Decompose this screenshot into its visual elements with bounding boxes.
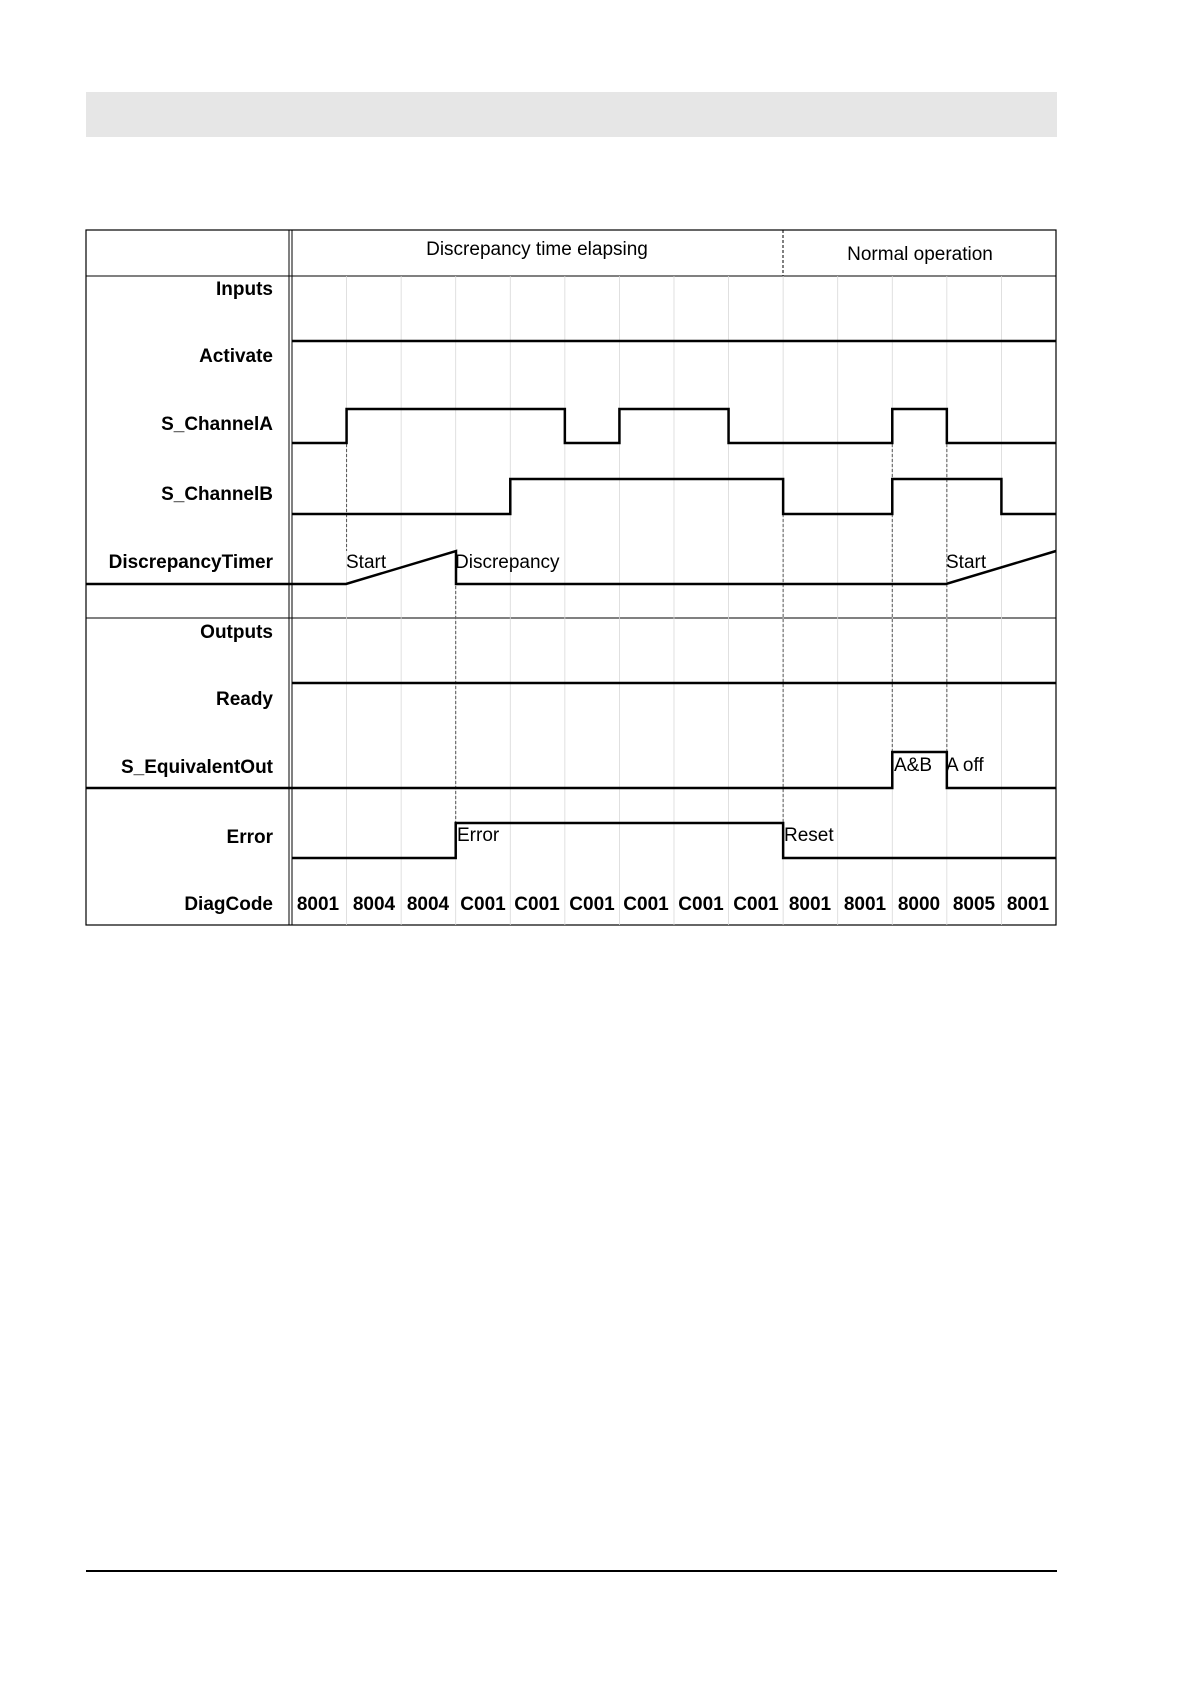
diag-code-cell: C001 [733,894,779,915]
event-markers [347,409,947,858]
diag-code-cell: 8000 [897,894,941,915]
diag-code-cell: C001 [514,894,560,915]
equivalent-off-annotation: A off [946,755,984,776]
signal-label-diag-code: DiagCode [184,894,273,915]
timer-discrepancy-annotation: Discrepancy [455,552,560,573]
timer-start-annotation: Start [346,552,387,573]
signal-label-channel-b: S_ChannelB [161,484,273,505]
equivalent-on-annotation: A&B [894,755,933,776]
diag-code-cell: 8001 [788,894,832,915]
diag-code-cell: C001 [460,894,506,915]
diagram-frame [86,230,1056,925]
section-label-outputs: Outputs [200,622,273,643]
error-set-annotation: Error [457,825,500,846]
signal-label-equivalent-out: S_EquivalentOut [120,757,273,778]
diag-code-cell: 8005 [952,894,996,915]
diag-code-cell: C001 [678,894,724,915]
page-footer-rule [86,1570,1057,1572]
diag-code-cell: 8001 [1006,894,1050,915]
grid-lines [347,276,1002,925]
signal-label-discrepancy-timer: DiscrepancyTimer [108,552,273,573]
phase-label-discrepancy: Discrepancy time elapsing [426,239,648,260]
section-label-inputs: Inputs [216,279,273,300]
phase-label-normal: Normal operation [847,244,993,265]
error-reset-annotation: Reset [784,825,834,846]
signal-label-ready: Ready [215,689,273,710]
diag-code-row [297,894,1050,915]
signal-label-error: Error [226,827,273,848]
diag-code-cell: C001 [569,894,615,915]
signal-label-channel-a: S_ChannelA [161,414,273,435]
diag-code-cell: 8004 [352,894,396,915]
diag-code-cell: C001 [623,894,669,915]
diag-code-cell: 8001 [843,894,887,915]
signal-label-activate: Activate [199,346,273,367]
timer-restart-annotation: Start [946,552,987,573]
diag-code-cell: 8004 [406,894,450,915]
diag-code-cell: 8001 [296,894,340,915]
